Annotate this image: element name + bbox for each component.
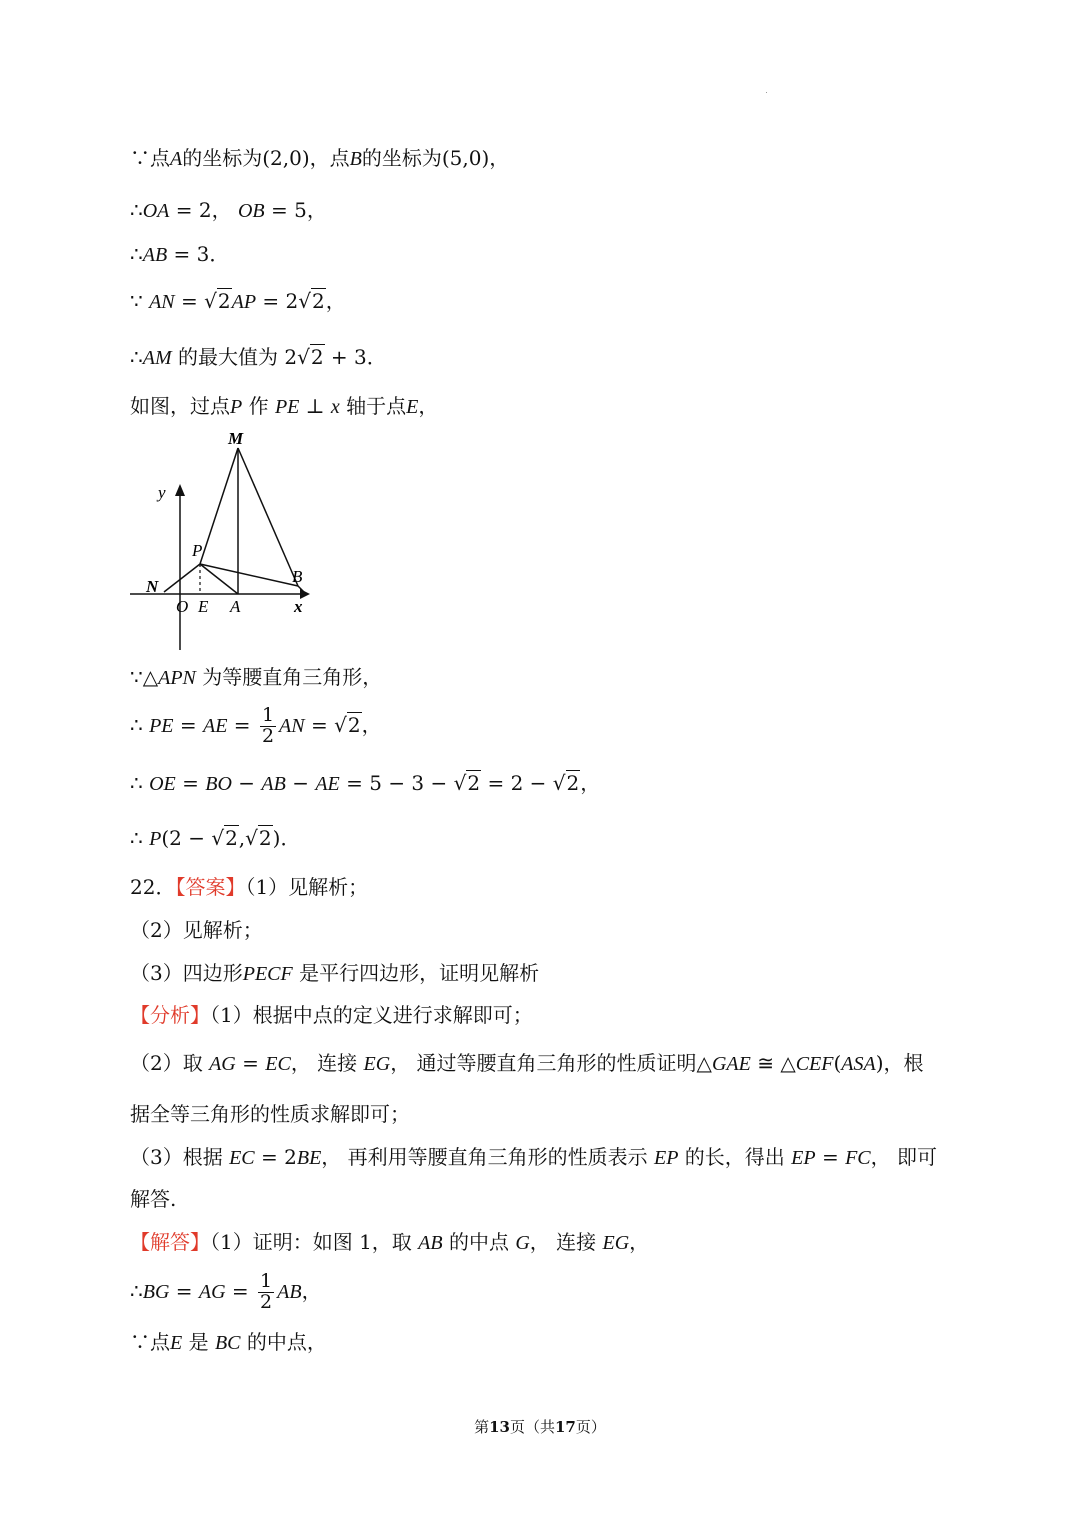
- line-15: （2）取 AG = EC， 连接 EG， 通过等腰直角三角形的性质证明△GAE ≅ △CEF(ASA)，根: [130, 1051, 924, 1075]
- page-number: 13: [489, 1418, 510, 1436]
- line-5: ∴AM 的最大值为 2√2 + 3．: [130, 345, 387, 369]
- segment-PN: [164, 564, 200, 592]
- label-E: E: [198, 597, 209, 616]
- line-7: ∵△APN 为等腰直角三角形，: [130, 665, 383, 689]
- label-y: y: [158, 483, 166, 502]
- answer-part-1: （1）见解析；: [245, 875, 369, 899]
- footer-mid: 页（共: [509, 1418, 555, 1436]
- line-1: ∵点A的坐标为(2,0)，点B的坐标为(5,0)，: [130, 146, 510, 170]
- y-axis-arrow: [175, 484, 185, 496]
- label-N: N: [146, 577, 159, 596]
- label-O: O: [176, 597, 189, 616]
- segment-MB: [238, 448, 298, 586]
- line-6: 如图，过点P 作 PE ⊥ x 轴于点E，: [130, 394, 439, 418]
- line-10: ∴ P(2 − √2,√2)．: [130, 826, 301, 850]
- question-number: 22．: [130, 875, 176, 899]
- line-3: ∴AB = 3．: [130, 242, 230, 266]
- line-21: ∵点E 是 BC 的中点，: [130, 1330, 327, 1354]
- line-8: ∴ PE = AE = $\frac{1}{2}$ AN = √2，: [130, 704, 382, 747]
- footer-prefix: 第: [474, 1418, 490, 1436]
- line-20: ∴BG = AG = $\frac{1}{2}$ AB，: [130, 1270, 322, 1313]
- total-pages: 17: [555, 1418, 576, 1436]
- line-19: 【解答】（1）证明：如图 1，取 AB 的中点 G， 连接 EG，: [130, 1230, 650, 1254]
- solution-tag: 【解答】: [130, 1230, 210, 1254]
- line-4: ∵ AN = √2AP = 2√2，: [130, 289, 346, 313]
- analysis-part-1: （1）根据中点的定义进行求解即可；: [210, 1003, 533, 1027]
- line-17: （3）根据 EC = 2BE， 再利用等腰直角三角形的性质表示 EP 的长，得出 EP = FC， 即可: [130, 1145, 938, 1169]
- label-B: B: [292, 567, 303, 586]
- geometry-figure: [128, 428, 318, 654]
- line-12: （2）见解析；: [130, 918, 263, 942]
- answer-tag: 【答案】: [175, 875, 246, 899]
- page-footer: [0, 1416, 1080, 1437]
- line-18: 解答.: [130, 1187, 177, 1211]
- label-M: M: [228, 429, 244, 448]
- line-9: ∴ OE = BO − AB − AE = 5 − 3 − √2 = 2 − √2，: [130, 771, 601, 795]
- line-11: [130, 877, 368, 897]
- line-13: （3）四边形PECF 是平行四边形，证明见解析: [130, 961, 540, 985]
- analysis-tag: 【分析】: [130, 1003, 210, 1027]
- label-A: A: [230, 597, 241, 616]
- line-14: [130, 1005, 533, 1025]
- speck: [766, 92, 767, 93]
- label-P: P: [192, 541, 203, 560]
- segment-MP: [200, 448, 238, 564]
- label-x: x: [294, 597, 303, 616]
- footer-suffix: 页）: [575, 1418, 606, 1436]
- line-16: 据全等三角形的性质求解即可；: [130, 1102, 410, 1126]
- line-2: ∴OA = 2， OB = 5，: [130, 198, 327, 222]
